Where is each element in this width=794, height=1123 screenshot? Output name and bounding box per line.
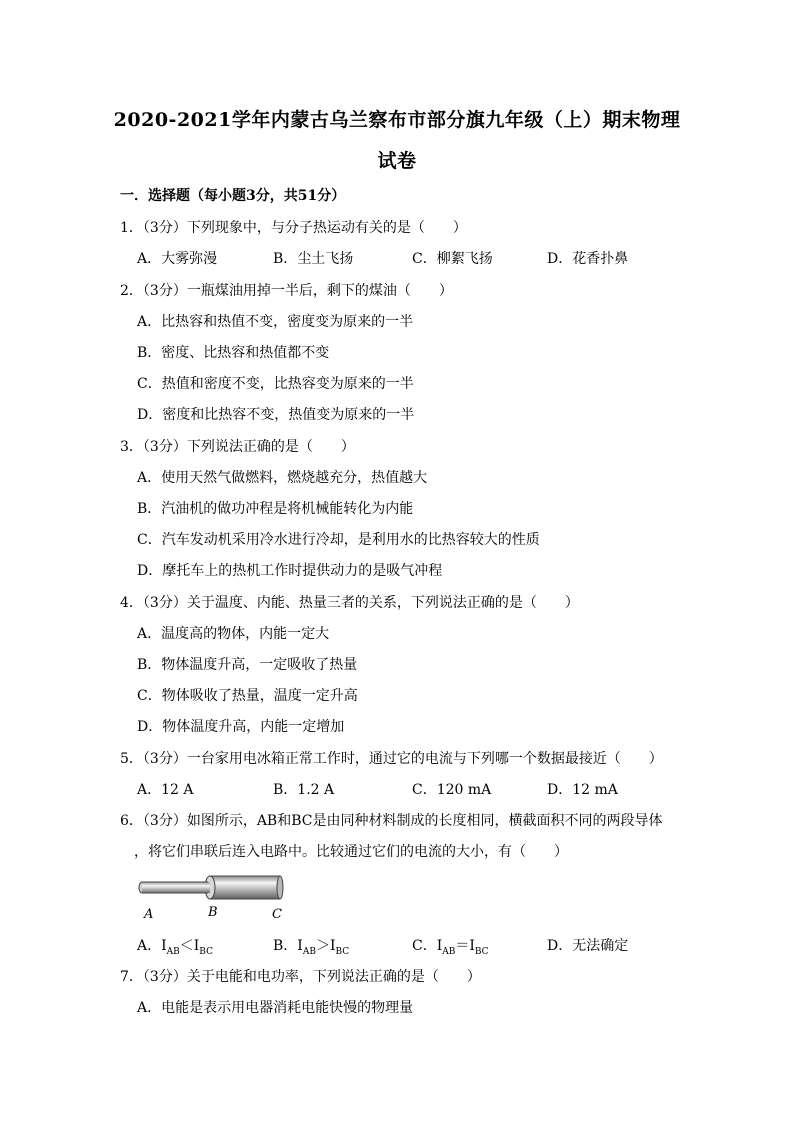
q2-option-d: D．密度和比热容不变，热值变为原来的一半 [137, 407, 415, 423]
q3-option-c: C．汽车发动机采用冷水进行冷却，是利用水的比热容较大的性质 [137, 532, 540, 548]
q4-option-c: C．物体吸收了热量，温度一定升高 [137, 688, 358, 704]
figure-label-c: C [272, 907, 282, 922]
q4-option-a: A．温度高的物体，内能一定大 [137, 626, 330, 642]
q6-a-prefix: A．I [137, 938, 167, 954]
q6-c-relation: ＝I [455, 938, 475, 954]
q5-option-d: D．12 mA [547, 782, 618, 798]
q6-b-prefix: B．I [273, 938, 303, 954]
q6-option-c [412, 935, 489, 957]
exam-title-line1: 2020-2021学年内蒙古乌兰察布市部分旗九年级（上）期末物理 [113, 109, 681, 131]
q6-b-sub-bc: BC [335, 946, 350, 957]
q5-option-c: C．120 mA [412, 782, 492, 798]
q6-option-a [137, 935, 213, 957]
q3-option-a: A．使用天然气做燃料，燃烧越充分，热值越大 [137, 470, 428, 486]
q1-option-d: D．花香扑鼻 [547, 251, 629, 267]
question-4-stem: 4．（3分）关于温度、内能、热量三者的关系，下列说法正确的是（ ） [120, 595, 579, 611]
q6-c-sub-ab: AB [442, 946, 456, 957]
figure-label-b: B [208, 905, 218, 920]
q1-option-b: B．尘土飞扬 [273, 251, 354, 267]
q2-option-a: A．比热容和热值不变，密度变为原来的一半 [137, 314, 414, 330]
q4-option-b: B．物体温度升高，一定吸收了热量 [137, 657, 358, 673]
question-7-stem: 7．（3分）关于电能和电功率，下列说法正确的是（ ） [120, 969, 481, 985]
question-6-stem: 6．（3分）如图所示，AB和BC是由同种材料制成的长度相同，横截面积不同的两段导体 [120, 813, 663, 829]
q3-option-d: D．摩托车上的热机工作时提供动力的是吸气冲程 [137, 563, 443, 579]
q6-c-sub-bc: BC [474, 946, 489, 957]
q2-option-b: B．密度、比热容和热值都不变 [137, 345, 330, 361]
conductor-figure [138, 870, 288, 926]
figure-label-a: A [144, 907, 154, 922]
q6-option-b [273, 935, 349, 957]
q1-option-c: C．柳絮飞扬 [412, 251, 493, 267]
conductor-end-c [277, 876, 283, 899]
q1-option-a: A．大雾弥漫 [137, 251, 218, 267]
question-6-stem-continued: ，将它们串联后连入电路中。比较通过它们的电流的大小，有（ ） [134, 844, 568, 860]
q6-b-sub-ab: AB [302, 946, 316, 957]
q6-a-sub-bc: BC [199, 946, 213, 957]
q6-a-sub-ab: AB [166, 946, 180, 957]
question-5-stem: 5．（3分）一台家用电冰箱正常工作时，通过它的电流与下列哪一个数据最接近（ ） [120, 751, 663, 767]
q5-option-b: B．1.2 A [273, 782, 335, 798]
q7-option-a: A．电能是表示用电器消耗电能快慢的物理量 [137, 1000, 414, 1016]
q3-option-b: B．汽油机的做功冲程是将机械能转化为内能 [137, 501, 414, 517]
exam-title-line2: 试卷 [377, 150, 417, 172]
thick-conductor-bc [210, 876, 280, 899]
q5-option-a: A．12 A [137, 782, 194, 798]
q6-c-prefix: C．I [412, 938, 443, 954]
q6-a-relation: ＜I [179, 938, 200, 954]
q6-option-d: D．无法确定 [547, 938, 629, 954]
section-heading: 一．选择题（每小题3分，共51分） [120, 188, 346, 204]
q2-option-c: C．热值和密度不变，比热容变为原来的一半 [137, 376, 414, 392]
question-1-stem: 1．（3分）下列现象中，与分子热运动有关的是（ ） [120, 220, 467, 236]
question-2-stem: 2．（3分）一瓶煤油用掉一半后，剩下的煤油（ ） [120, 283, 453, 299]
q4-option-d: D．物体温度升高，内能一定增加 [137, 719, 345, 735]
q6-b-relation: ＞I [315, 938, 336, 954]
conductor-diagram [138, 870, 288, 906]
question-3-stem: 3．（3分）下列说法正确的是（ ） [120, 439, 355, 455]
